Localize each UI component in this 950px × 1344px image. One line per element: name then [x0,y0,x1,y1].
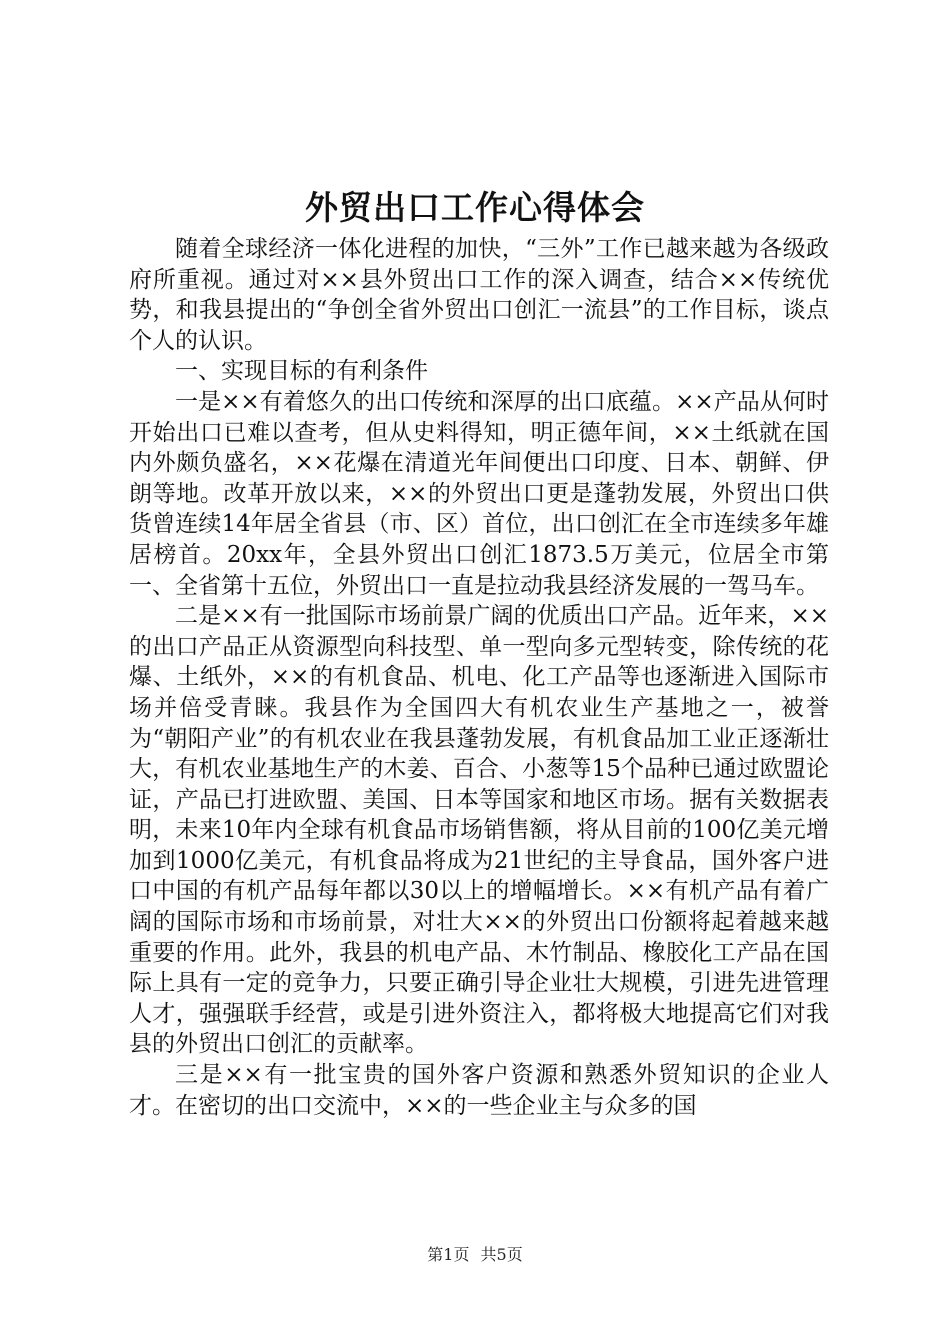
paragraph-point-three: 三是××有一批宝贵的国外客户资源和熟悉外贸知识的企业人才。在密切的出口交流中，××的一些企业主与众多的国 [129,1062,829,1119]
page-total: 共5页 [480,1245,523,1264]
document-body [129,234,829,1121]
paragraph-intro: 随着全球经济一体化进程的加快，“三外”工作已越来越为各级政府所重视。通过对××县外贸出口工作的深入调查，结合××传统优势，和我县提出的“争创全省外贸出口创汇一流县”的工作目标，谈点个人的认识。 [129,236,829,354]
document-title: 外贸出口工作心得体会 [305,188,645,227]
paragraph-point-two: 二是××有一批国际市场前景广阔的优质出口产品。近年来，××的出口产品正从资源型向科技型、单一型向多元型转变，除传统的花爆、土纸外，××的有机食品、机电、化工产品等也逐渐进入国际市场并倍受青睐。我县作为全国四大有机农业生产基地之一，被誉为“朝阳产业”的有机农业在我县蓬勃发展，有机食品加工业正逐渐壮大，有机农业基地生产的木姜、百合、小葱等15个品种已通过欧盟论证，产品已打进欧盟、美国、日本等国家和地区市场。据有关数据表明，未来10年内全球有机食品市场销售额，将从目前的100亿美元增加到1000亿美元，有机食品将成为21世纪的主导食品，国外客户进口中国的有机产品每年都以30以上的增幅增长。××有机产品有着广阔的国际市场和市场前景，对壮大××的外贸出口份额将起着越来越重要的作用。此外，我县的机电产品、木竹制品、橡胶化工产品在国际上具有一定的竞争力，只要正确引导企业壮大规模，引进先进管理人才，强强联手经营，或是引进外资注入，都将极大地提高它们对我县的外贸出口创汇的贡献率。 [129,603,829,1058]
paragraph-point-one: 一是××有着悠久的出口传统和深厚的出口底蕴。××产品从何时开始出口已难以查考，但从史料得知，明正德年间，××土纸就在国内外颇负盛名，××花爆在清道光年间便出口印度、日本、朝鲜、伊朗等地。改革开放以来，××的外贸出口更是蓬勃发展，外贸出口供货曾连续14年居全省县（市、区）首位，出口创汇在全市连续多年雄居榜首。20xx年，全县外贸出口创汇1873.5万美元，位居全市第一、全省第十五位，外贸出口一直是拉动我县经济发展的一驾马车。 [129,388,829,599]
section-heading: 一、实现目标的有利条件 [175,358,428,385]
page-footer [0,1242,950,1265]
page-number: 第1页 [427,1245,470,1264]
